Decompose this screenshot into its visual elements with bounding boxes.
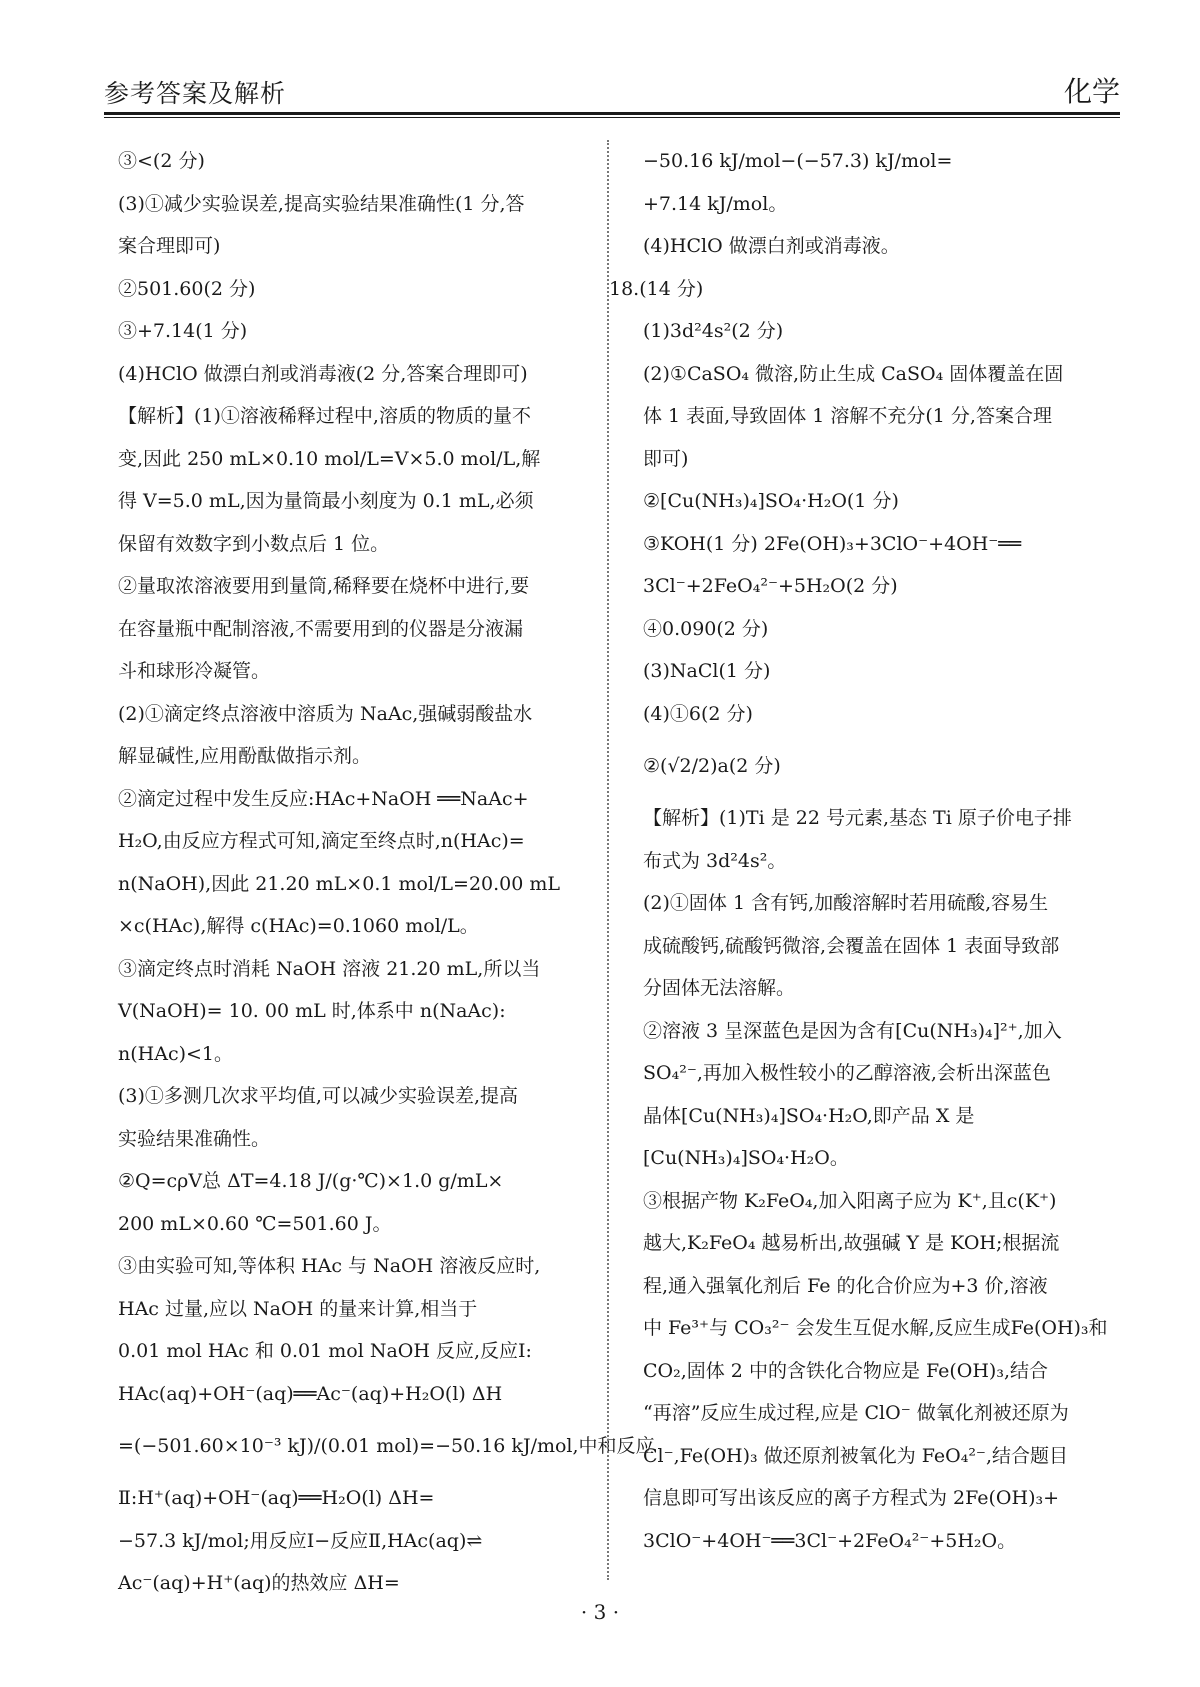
text-line: n(NaOH),因此 21.20 mL×0.1 mol/L=20.00 mL — [118, 872, 561, 895]
text-line: 分固体无法溶解。 — [643, 977, 796, 999]
text-line: 即可) — [643, 447, 689, 470]
text-line: 越大,K₂FeO₄ 越易析出,故强碱 Y 是 KOH;根据流 — [643, 1232, 1060, 1254]
text-line: Ac⁻(aq)+H⁺(aq)的热效应 ΔH= — [118, 1572, 400, 1594]
text-line: ④0.090(2 分) — [643, 617, 769, 640]
text-line: 晶体[Cu(NH₃)₄]SO₄·H₂O,即产品 X 是 — [643, 1104, 975, 1127]
text-line: HAc 过量,应以 NaOH 的量来计算,相当于 — [118, 1297, 478, 1320]
text-line: 程,通入强氧化剂后 Fe 的化合价应为+3 价,溶液 — [643, 1274, 1048, 1297]
page-header — [104, 70, 1120, 108]
text-line: −57.3 kJ/mol;用反应Ⅰ−反应Ⅱ,HAc(aq)⇌ — [118, 1529, 483, 1552]
text-line: 案合理即可) — [118, 235, 221, 257]
text-line: −50.16 kJ/mol−(−57.3) kJ/mol= — [643, 150, 953, 172]
text-line: ③由实验可知,等体积 HAc 与 NaOH 溶液反应时, — [118, 1255, 541, 1277]
text-line: ③<(2 分) — [118, 150, 205, 172]
column-divider — [607, 140, 609, 1580]
text-line: ②滴定过程中发生反应:HAc+NaOH ══NaAc+ — [118, 787, 529, 810]
left-column — [118, 140, 655, 1605]
text-line: (3)①多测几次求平均值,可以减少实验误差,提高 — [118, 1085, 518, 1107]
text-line: Ⅱ:H⁺(aq)+OH⁻(aq)══H₂O(l) ΔH= — [118, 1487, 435, 1509]
text-line: (2)①滴定终点溶液中溶质为 NaAc,强碱弱酸盐水 — [118, 702, 533, 725]
text-line: ②(√2/2)a(2 分) — [643, 755, 781, 777]
text-line: 在容量瓶中配制溶液,不需要用到的仪器是分液漏 — [118, 617, 524, 640]
text-line: 成硫酸钙,硫酸钙微溶,会覆盖在固体 1 表面导致部 — [643, 934, 1060, 957]
text-line: (4)HClO 做漂白剂或消毒液(2 分,答案合理即可) — [118, 362, 528, 385]
text-line: (2)①固体 1 含有钙,加酸溶解时若用硫酸,容易生 — [643, 892, 1049, 914]
text-line: 解显碱性,应用酚酞做指示剂。 — [118, 745, 372, 767]
text-line: ②501.60(2 分) — [118, 277, 256, 300]
header-title: 参考答案及解析 — [104, 79, 287, 108]
text-line: [Cu(NH₃)₄]SO₄·H₂O。 — [643, 1147, 849, 1169]
text-line: (3)①减少实验误差,提高实验结果准确性(1 分,答 — [118, 192, 525, 215]
text-line: 200 mL×0.60 ℃=501.60 J。 — [118, 1212, 392, 1235]
text-line: (2)①CaSO₄ 微溶,防止生成 CaSO₄ 固体覆盖在固 — [643, 362, 1064, 385]
text-line: 信息即可写出该反应的离子方程式为 2Fe(OH)₃+ — [643, 1487, 1060, 1509]
text-line: 体 1 表面,导致固体 1 溶解不充分(1 分,答案合理 — [643, 405, 1052, 427]
text-line: “再溶”反应生成过程,应是 ClO⁻ 做氧化剂被还原为 — [643, 1402, 1069, 1424]
text-line: ②溶液 3 呈深蓝色是因为含有[Cu(NH₃)₄]²⁺,加入 — [643, 1019, 1062, 1042]
text-line: 变,因此 250 mL×0.10 mol/L=V×5.0 mol/L,解 — [118, 447, 541, 470]
text-line: ②Q=cρV总 ΔT=4.18 J/(g·℃)×1.0 g/mL× — [118, 1170, 504, 1192]
text-line: ③滴定终点时消耗 NaOH 溶液 21.20 mL,所以当 — [118, 957, 541, 980]
text-line: ③+7.14(1 分) — [118, 320, 248, 342]
text-line: (4)HClO 做漂白剂或消毒液。 — [643, 235, 900, 257]
text-line: 实验结果准确性。 — [118, 1127, 271, 1150]
text-line: ③KOH(1 分) 2Fe(OH)₃+3ClO⁻+4OH⁻══ — [643, 532, 1022, 555]
text-line: 得 V=5.0 mL,因为量筒最小刻度为 0.1 mL,必须 — [118, 490, 534, 512]
right-column — [609, 140, 1113, 1562]
text-line: (3)NaCl(1 分) — [643, 660, 771, 682]
text-line: 布式为 3d²4s²。 — [643, 849, 787, 872]
text-line: 斗和球形冷凝管。 — [118, 660, 271, 682]
text-line: n(HAc)<1。 — [118, 1042, 234, 1065]
text-line: (1)3d²4s²(2 分) — [643, 320, 784, 342]
question-number: 18.(14 分) — [609, 277, 704, 300]
text-line: 中 Fe³⁺与 CO₃²⁻ 会发生互促水解,反应生成Fe(OH)₃和 — [643, 1317, 1108, 1339]
text-line: V(NaOH)= 10. 00 mL 时,体系中 n(NaAc): — [118, 1000, 506, 1022]
header-subject: 化学 — [1063, 75, 1120, 108]
text-line: H₂O,由反应方程式可知,滴定至终点时,n(HAc)= — [118, 830, 525, 852]
text-line: 3ClO⁻+4OH⁻══3Cl⁻+2FeO₄²⁻+5H₂O。 — [643, 1529, 1017, 1552]
text-line: 保留有效数字到小数点后 1 位。 — [118, 532, 390, 555]
text-line: (4)①6(2 分) — [643, 702, 753, 725]
text-line: 【解析】(1)Ti 是 22 号元素,基态 Ti 原子价电子排 — [643, 807, 1072, 829]
header-rule-thin — [104, 117, 1120, 118]
text-line: 【解析】(1)①溶液稀释过程中,溶质的物质的量不 — [118, 405, 531, 427]
text-line: +7.14 kJ/mol。 — [643, 192, 788, 215]
text-line: CO₂,固体 2 中的含铁化合物应是 Fe(OH)₃,结合 — [643, 1359, 1048, 1382]
text-line: ②量取浓溶液要用到量筒,稀释要在烧杯中进行,要 — [118, 575, 530, 597]
text-line: SO₄²⁻,再加入极性较小的乙醇溶液,会析出深蓝色 — [643, 1062, 1051, 1084]
text-line: 0.01 mol HAc 和 0.01 mol NaOH 反应,反应Ⅰ: — [118, 1340, 532, 1362]
text-line: =(−501.60×10⁻³ kJ)/(0.01 mol)=−50.16 kJ/mol,中和反应 — [118, 1435, 655, 1457]
text-line: Cl⁻,Fe(OH)₃ 做还原剂被氧化为 FeO₄²⁻,结合题目 — [643, 1444, 1069, 1467]
text-line: ②[Cu(NH₃)₄]SO₄·H₂O(1 分) — [643, 490, 899, 512]
page-number: · 3 · — [580, 1600, 620, 1624]
text-line: ③根据产物 K₂FeO₄,加入阳离子应为 K⁺,且c(K⁺) — [643, 1189, 1057, 1212]
text-line: HAc(aq)+OH⁻(aq)══Ac⁻(aq)+H₂O(l) ΔH — [118, 1382, 503, 1405]
text-line: 3Cl⁻+2FeO₄²⁻+5H₂O(2 分) — [643, 575, 898, 597]
header-rule-thick — [104, 112, 1120, 115]
text-line: ×c(HAc),解得 c(HAc)=0.1060 mol/L。 — [118, 915, 479, 937]
